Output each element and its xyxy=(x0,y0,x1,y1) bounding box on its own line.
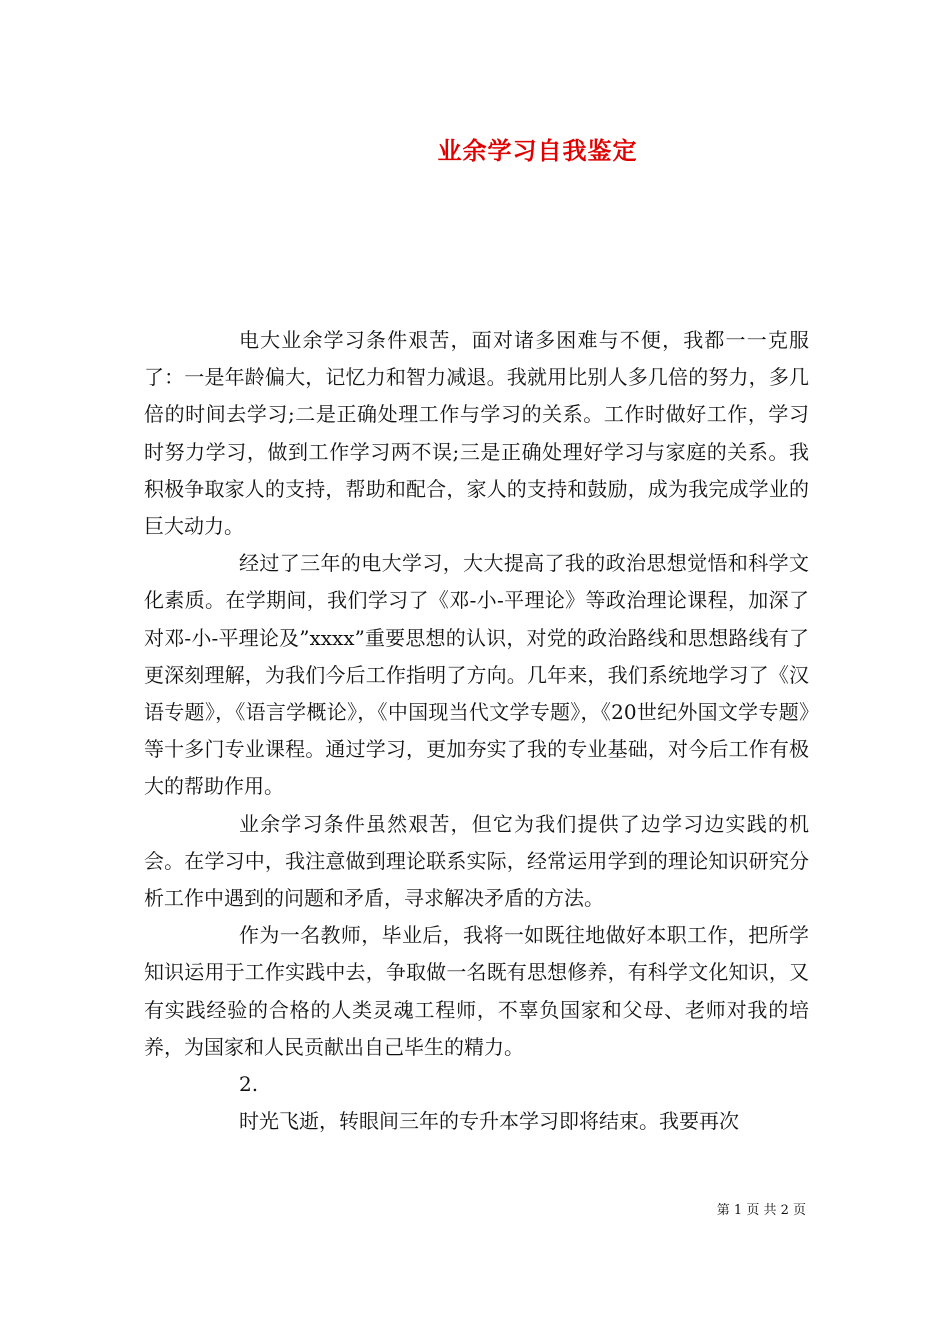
section-number: 2. xyxy=(239,1072,259,1097)
paragraph-3: 业余学习条件虽然艰苦，但它为我们提供了边学习边实践的机会。在学习中，我注意做到理论联系实际，经常运用学到的理论知识研究分析工作中遇到的问题和矛盾，寻求解决矛盾的方法。 xyxy=(144,811,809,911)
paragraph-5: 时光飞逝，转眼间三年的专升本学习即将结束。我要再次 xyxy=(239,1109,739,1134)
document-body xyxy=(144,322,809,1140)
page-footer: 第 1 页 共 2 页 xyxy=(716,1203,806,1218)
document-title: 业余学习自我鉴定 xyxy=(437,136,638,165)
paragraph-2: 经过了三年的电大学习，大大提高了我的政治思想觉悟和科学文化素质。在学期间，我们学习了《邓-小-平理论》等政治理论课程，加深了对邓-小-平理论及”xxxx”重要思想的认识，对党的政治路线和思想路线有了更深刻理解，为我们今后工作指明了方向。几年来，我们系统地学习了《汉语专题》，《语言学概论》，《中国现当代文学专题》，《20世纪外国文学专题》等十多门专业课程。通过学习，更加夯实了我的专业基础，对今后工作有极大的帮助作用。 xyxy=(144,551,809,799)
paragraph-4: 作为一名教师，毕业后，我将一如既往地做好本职工作，把所学知识运用于工作实践中去，争取做一名既有思想修养，有科学文化知识，又有实践经验的合格的人类灵魂工程师，不辜负国家和父母、老师对我的培养，为国家和人民贡献出自己毕生的精力。 xyxy=(144,923,809,1059)
paragraph-1: 电大业余学习条件艰苦，面对诸多困难与不便，我都一一克服了：一是年龄偏大，记忆力和智力减退。我就用比别人多几倍的努力，多几倍的时间去学习;二是正确处理工作与学习的关系。工作时做好工作，学习时努力学习，做到工作学习两不误;三是正确处理好学习与家庭的关系。我积极争取家人的支持，帮助和配合，家人的支持和鼓励，成为我完成学业的巨大动力。 xyxy=(144,328,809,539)
